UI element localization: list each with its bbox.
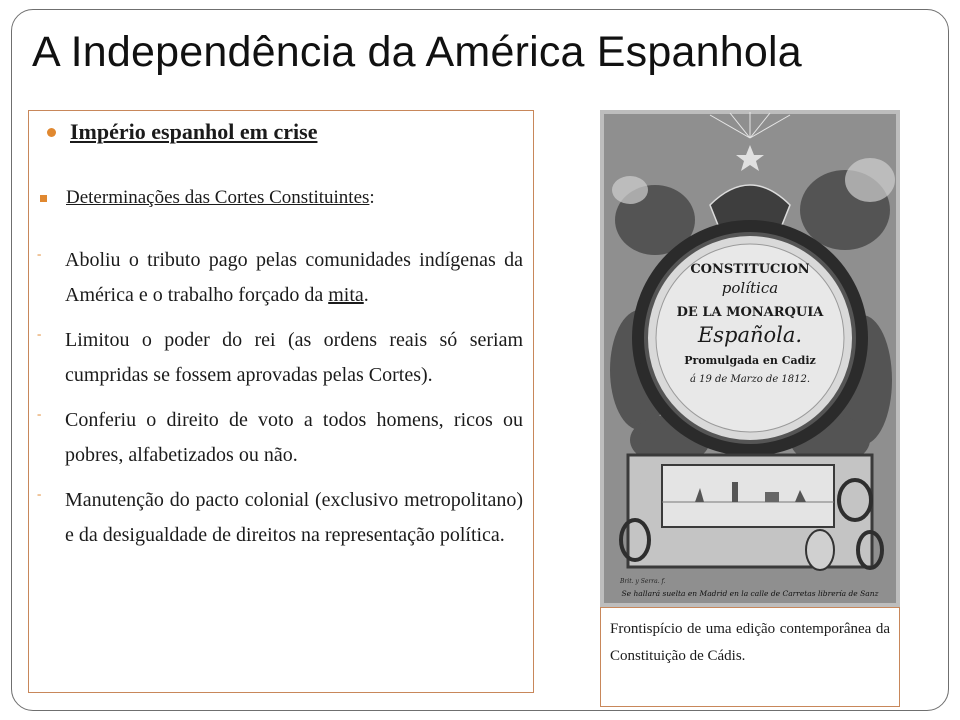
item-text: Manutenção do pacto colonial (exclusivo metropolitano) e da desigualdade de direitos na representação política. [65, 489, 523, 546]
determinations-list [37, 243, 523, 563]
svg-text:Brit. y Serra. f.: Brit. y Serra. f. [620, 578, 666, 585]
list-item [37, 243, 523, 313]
svg-text:Promulgada en Cadiz: Promulgada en Cadiz [684, 354, 816, 367]
content-textbox [28, 110, 534, 693]
dash-bullet-icon: - [37, 406, 42, 421]
sub-heading-colon: : [369, 187, 375, 208]
caption-text: Frontispício de uma edição contemporânea da Constituição de Cádis. [610, 621, 890, 664]
sub-heading [66, 187, 375, 209]
dash-bullet-icon: - [37, 486, 42, 501]
bullet-dot-icon [47, 128, 56, 137]
dash-bullet-icon: - [37, 326, 42, 341]
main-bullet [47, 119, 317, 145]
svg-text:política: política [721, 279, 779, 297]
image-caption [600, 607, 900, 707]
svg-text:á 19 de Marzo de 1812.: á 19 de Marzo de 1812. [689, 374, 811, 385]
section-heading: Império espanhol em crise [70, 119, 318, 144]
item-text: Aboliu o tributo pago pelas comunidades indígenas da América e o trabalho forçado da mita. [65, 249, 523, 306]
dash-bullet-icon: - [37, 246, 42, 261]
item-text: Limitou o poder do rei (as ordens reais só seriam cumpridas se fossem aprovadas pelas Cortes). [65, 329, 523, 386]
svg-text:Española.: Española. [697, 323, 803, 347]
svg-text:CONSTITUCION: CONSTITUCION [690, 262, 810, 277]
item-text: Conferiu o direito de voto a todos homens, ricos ou pobres, alfabetizados ou não. [65, 409, 523, 466]
slide-title: A Independência da América Espanhola [32, 28, 802, 76]
bullet-square-icon [40, 195, 47, 202]
svg-text:DE LA MONARQUIA: DE LA MONARQUIA [676, 305, 824, 320]
sub-bullet [40, 187, 375, 209]
mask-icon [806, 530, 834, 570]
list-item [37, 323, 523, 393]
list-item [37, 403, 523, 473]
svg-text:Se hallará suelta en Madrid en: Se hallará suelta en Madrid en la calle de Carretas librería de Sanz [621, 589, 879, 598]
mita-term: mita [328, 284, 364, 306]
sub-heading-text: Determinações das Cortes Constituintes [66, 187, 370, 208]
list-item [37, 483, 523, 553]
frontispiece-image [600, 110, 900, 607]
